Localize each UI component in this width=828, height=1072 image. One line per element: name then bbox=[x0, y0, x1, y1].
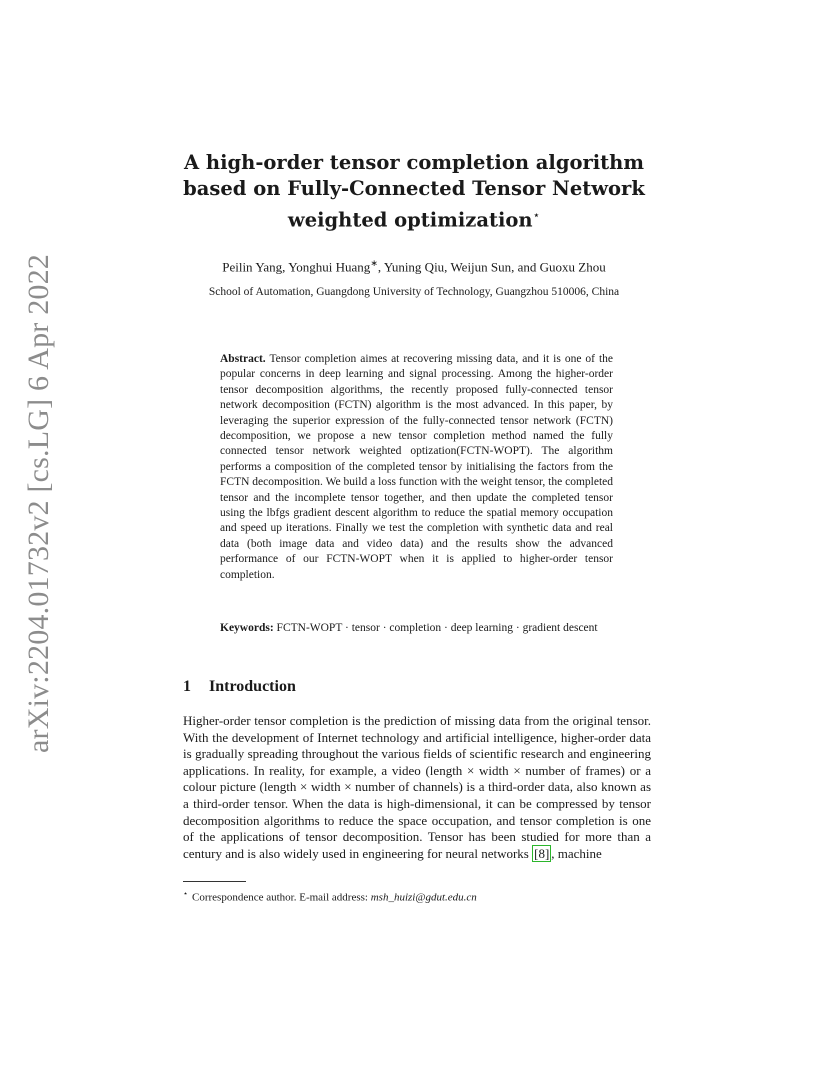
keywords bbox=[220, 621, 613, 636]
paragraph-text: Higher-order tensor completion is the prediction of missing data from the original tensor. With the development of Internet technology and artificial intelligence, higher-order data is gradually spreading throughout the various fields of scientific research and engineering applications. In reality, for example, a video (length × width × number of frames) or a colour picture (length × width × number of channels) is a third-order data, also known as a third-order tensor. When the data is high-dimensional, it can be compressed by tensor decomposition algorithms to reduce the space occupation, and tensor completion is one of the applications of tensor decomposition. Tensor has been studied for more than a century and is also widely used in engineering for neural networks bbox=[183, 713, 651, 861]
keywords-text: FCTN-WOPT · tensor · completion · deep learning · gradient descent bbox=[276, 622, 598, 634]
footnote-text: Correspondence author. E-mail address: bbox=[192, 891, 371, 904]
section-number: 1 bbox=[183, 678, 191, 695]
title-text: A high-order tensor completion algorithm based on Fully-Connected Tensor Network weighted optimization bbox=[183, 151, 645, 232]
abstract-label: Abstract. bbox=[220, 353, 266, 365]
corresponding-author-mark: ∗ bbox=[370, 258, 378, 268]
authors-before: Peilin Yang, Yonghui Huang bbox=[222, 259, 371, 275]
keywords-label: Keywords: bbox=[220, 622, 274, 634]
footnote-divider bbox=[183, 881, 246, 882]
section-heading bbox=[183, 677, 663, 697]
footnote-mark: ⋆ bbox=[183, 889, 189, 898]
affiliation: School of Automation, Guangdong University of Technology, Guangzhou 510006, China bbox=[208, 286, 620, 298]
authors-after: , Yuning Qiu, Weijun Sun, and Guoxu Zhou bbox=[377, 259, 606, 275]
title-footnote-mark: ⋆ bbox=[532, 208, 541, 222]
footnote bbox=[183, 886, 651, 906]
abstract-text: Tensor completion aimes at recovering missing data, and it is one of the popular concerns in deep learning and signal processing. Among the higher-order tensor decomposition algorithms, the recently proposed fully-connected tensor network decomposition (FCTN) algorithm is the most advanced. In this paper, by leveraging the superior expression of the fully-connected tensor network (FCTN) decomposition, we propose a new tensor completion method named the fully connected tensor network weighted optization(FCTN-WOPT). The algorithm performs a composition of the completed tensor by initialising the factors from the FCTN decomposition. We build a loss function with the weight tensor, the completed tensor and the incomplete tensor together, and then update the completed tensor using the lbfgs gradient descent algorithm to reduce the spatial memory occupation and speed up iterations. Finally we test the completion with synthetic data and real data (both image data and video data) and the results show the advanced performance of our FCTN-WOPT when it is applied to higher-order tensor completion. bbox=[220, 353, 614, 581]
paragraph-text-tail: , machine bbox=[551, 845, 602, 861]
author-list bbox=[150, 254, 678, 276]
footnote-email: msh_huizi@gdut.edu.cn bbox=[370, 891, 477, 904]
introduction-paragraph bbox=[183, 713, 651, 862]
arxiv-identifier: arXiv:2204.01732v2 [cs.LG] 6 Apr 2022 bbox=[22, 253, 55, 753]
citation-link[interactable]: [8] bbox=[534, 845, 550, 861]
paper-title bbox=[150, 150, 678, 234]
section-title: Introduction bbox=[209, 678, 296, 695]
abstract bbox=[220, 352, 613, 583]
